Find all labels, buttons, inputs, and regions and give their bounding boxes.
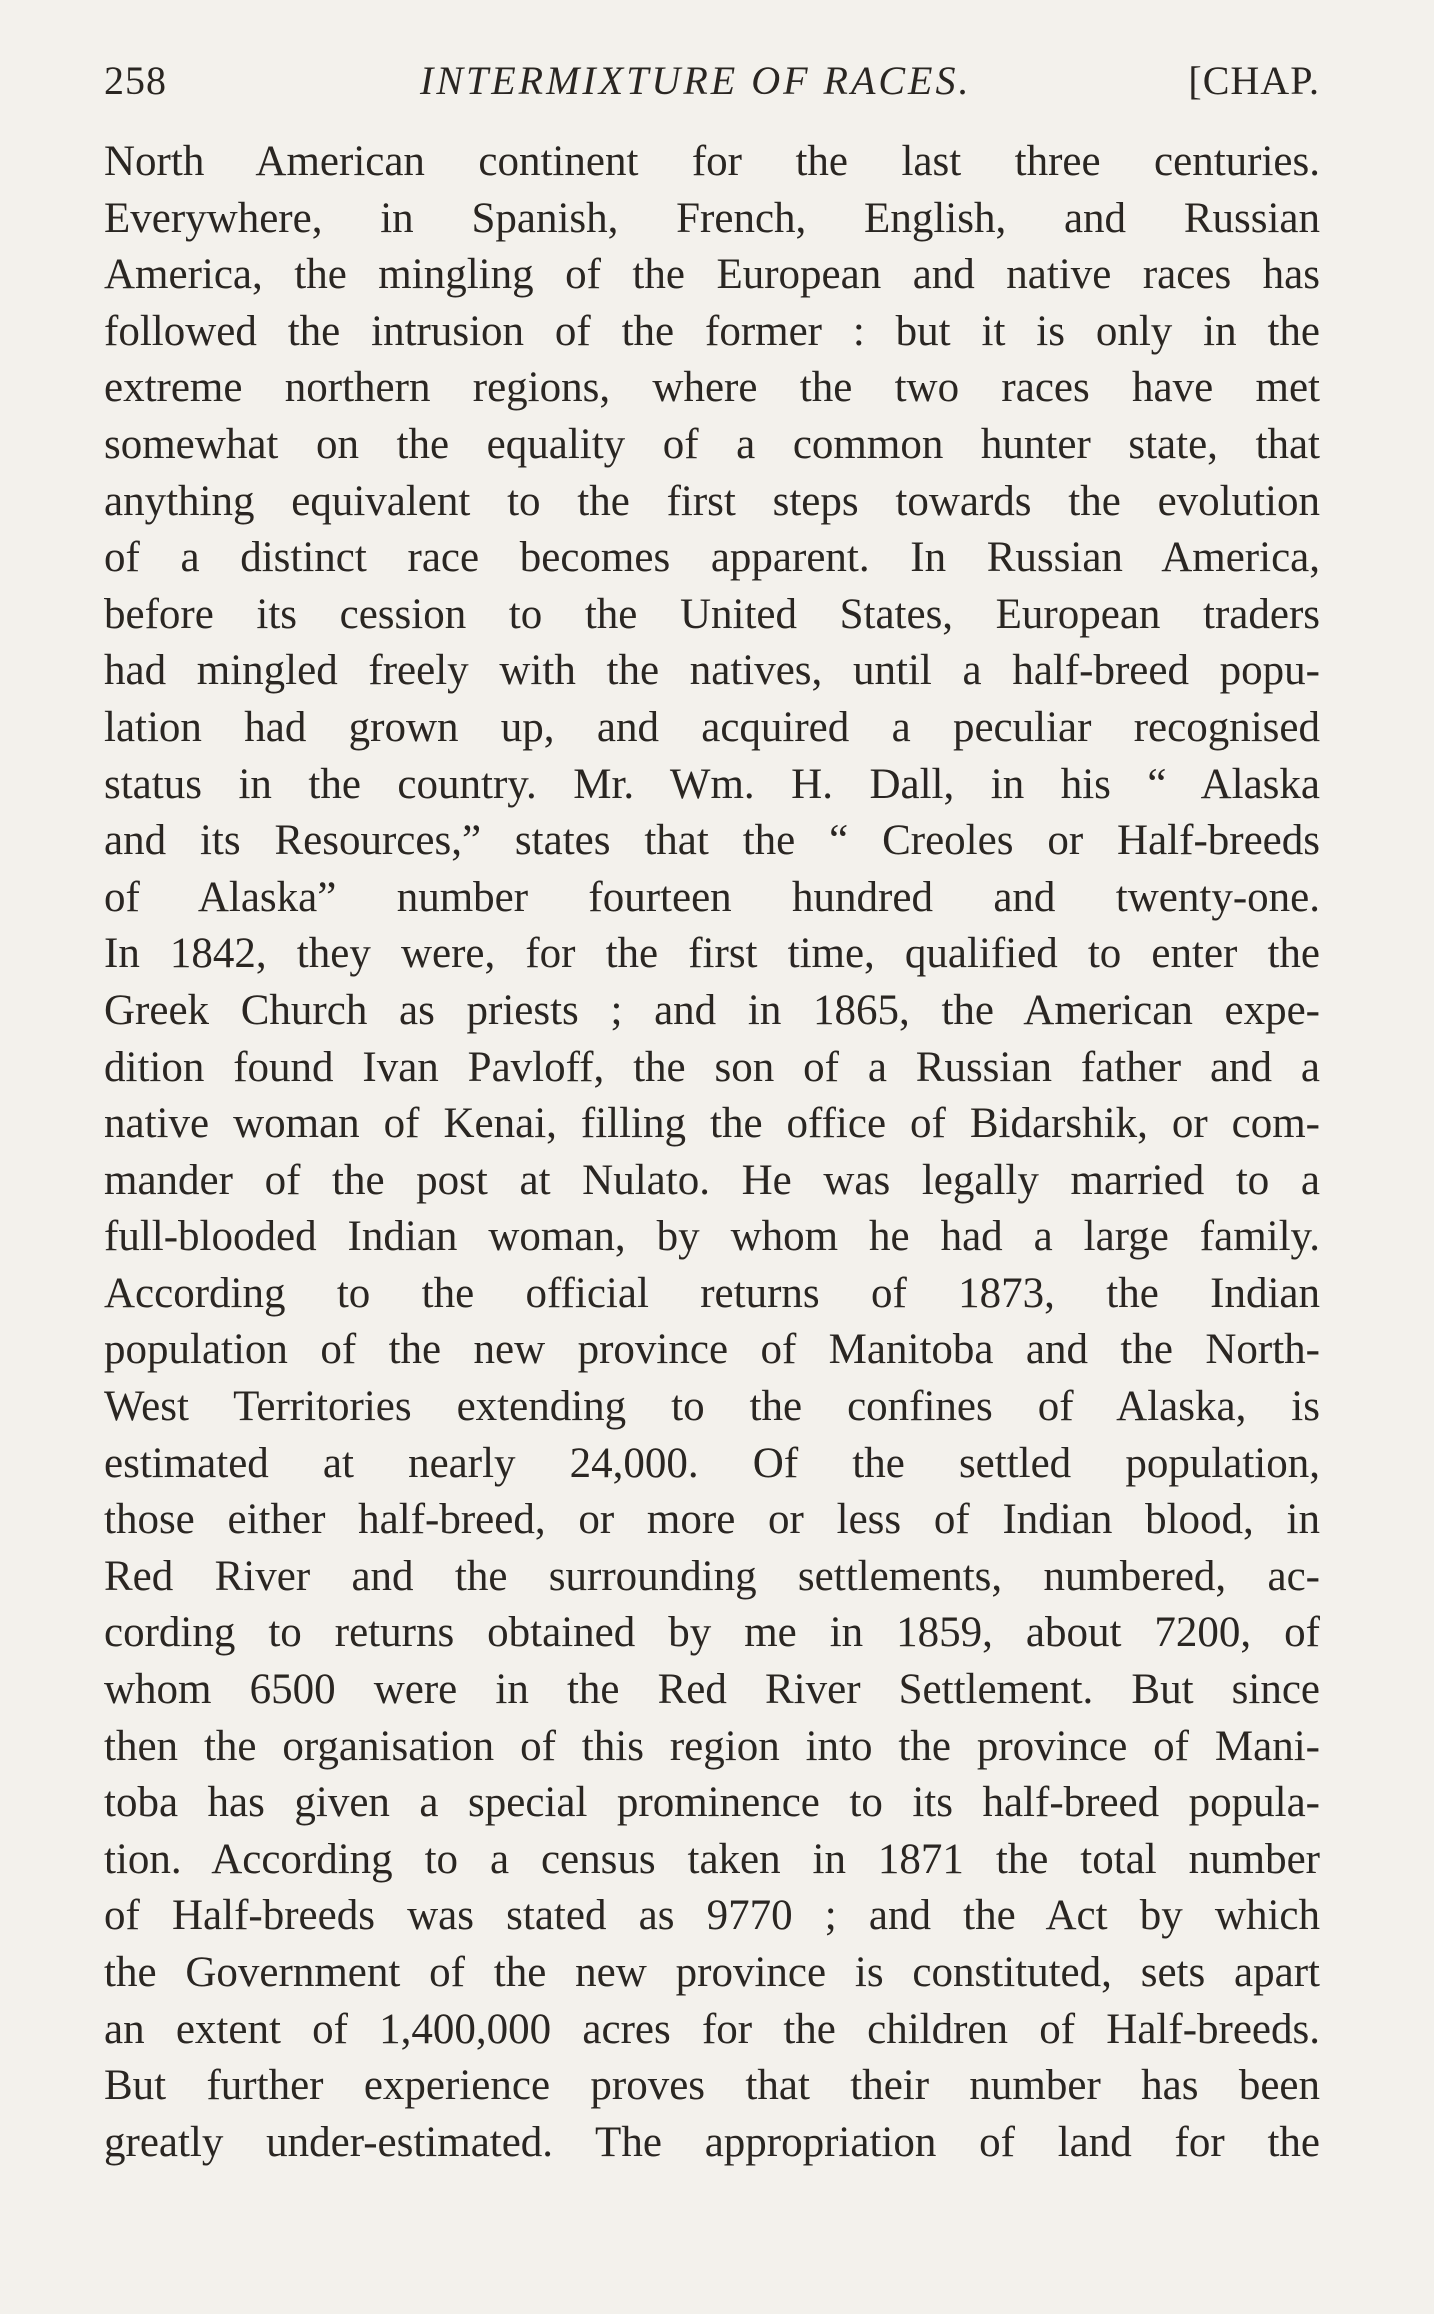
text-line: America, the mingling of the European and native races has — [104, 251, 1320, 299]
text-line: whom 6500 were in the Red River Settlement. But since — [104, 1666, 1320, 1714]
text-line: an extent of 1,400,000 acres for the children of Half-breeds. — [104, 2005, 1320, 2053]
text-line: According to the official returns of 1873, the Indian — [104, 1269, 1320, 1317]
text-line: anything equivalent to the first steps towards the evolution — [104, 477, 1320, 525]
page-number: 258 — [104, 58, 167, 103]
text-line: of a distinct race becomes apparent. In Russian America, — [104, 534, 1320, 582]
text-line: West Territories extending to the confines of Alaska, is — [104, 1383, 1320, 1431]
text-line: extreme northern regions, where the two races have met — [104, 364, 1320, 412]
body-text — [104, 134, 1320, 2171]
text-line: dition found Ivan Pavloff, the son of a Russian father and a — [104, 1043, 1320, 1091]
text-line: somewhat on the equality of a common hunter state, that — [104, 420, 1320, 468]
text-line: toba has given a special prominence to its half-breed popula- — [104, 1779, 1320, 1827]
text-line: In 1842, they were, for the first time, qualified to enter the — [104, 930, 1320, 978]
text-line: tion. According to a census taken in 1871 the total number — [104, 1835, 1320, 1883]
text-line: Everywhere, in Spanish, French, English, and Russian — [104, 194, 1320, 242]
text-line: lation had grown up, and acquired a peculiar recognised — [104, 703, 1320, 751]
running-head — [104, 46, 1320, 116]
text-line: the Government of the new province is constituted, sets apart — [104, 1949, 1320, 1996]
chapter-bracket: [ — [1188, 58, 1203, 103]
chapter-label-text: CHAP. — [1202, 58, 1320, 103]
text-line: Greek Church as priests ; and in 1865, the American expe- — [104, 986, 1320, 1034]
text-line: before its cession to the United States, European traders — [104, 590, 1320, 638]
text-line: of Alaska” number fourteen hundred and twenty-one. — [104, 873, 1320, 921]
text-line: mander of the post at Nulato. He was legally married to a — [104, 1156, 1320, 1204]
text-line: greatly under-estimated. The appropriation of land for the — [104, 2118, 1320, 2166]
text-line: But further experience proves that their number has been — [104, 2062, 1320, 2110]
text-line: of Half-breeds was stated as 9770 ; and the Act by which — [104, 1892, 1320, 1940]
text-line: native woman of Kenai, filling the office of Bidarshik, or com- — [104, 1100, 1320, 1148]
text-line: estimated at nearly 24,000. Of the settled population, — [104, 1439, 1320, 1487]
text-line: those either half-breed, or more or less of Indian blood, in — [104, 1496, 1320, 1544]
text-line: status in the country. Mr. Wm. H. Dall, in his “ Alaska — [104, 760, 1320, 808]
text-line: and its Resources,” states that the “ Creoles or Half-breeds — [104, 817, 1320, 865]
text-line: population of the new province of Manitoba and the North- — [104, 1326, 1320, 1374]
chapter-label — [1188, 46, 1320, 116]
text-line: then the organisation of this region into the province of Mani- — [104, 1722, 1320, 1770]
text-line: North American continent for the last three centuries. — [104, 138, 1320, 185]
text-line: full-blooded Indian woman, by whom he had a large family. — [104, 1213, 1320, 1261]
running-title: INTERMIXTURE OF RACES. — [420, 58, 972, 103]
text-line: Red River and the surrounding settlements, numbered, ac- — [104, 1552, 1320, 1600]
text-line: had mingled freely with the natives, until a half-breed popu- — [104, 647, 1320, 695]
text-line: followed the intrusion of the former : but it is only in the — [104, 307, 1320, 355]
text-line: cording to returns obtained by me in 1859, about 7200, of — [104, 1609, 1320, 1657]
